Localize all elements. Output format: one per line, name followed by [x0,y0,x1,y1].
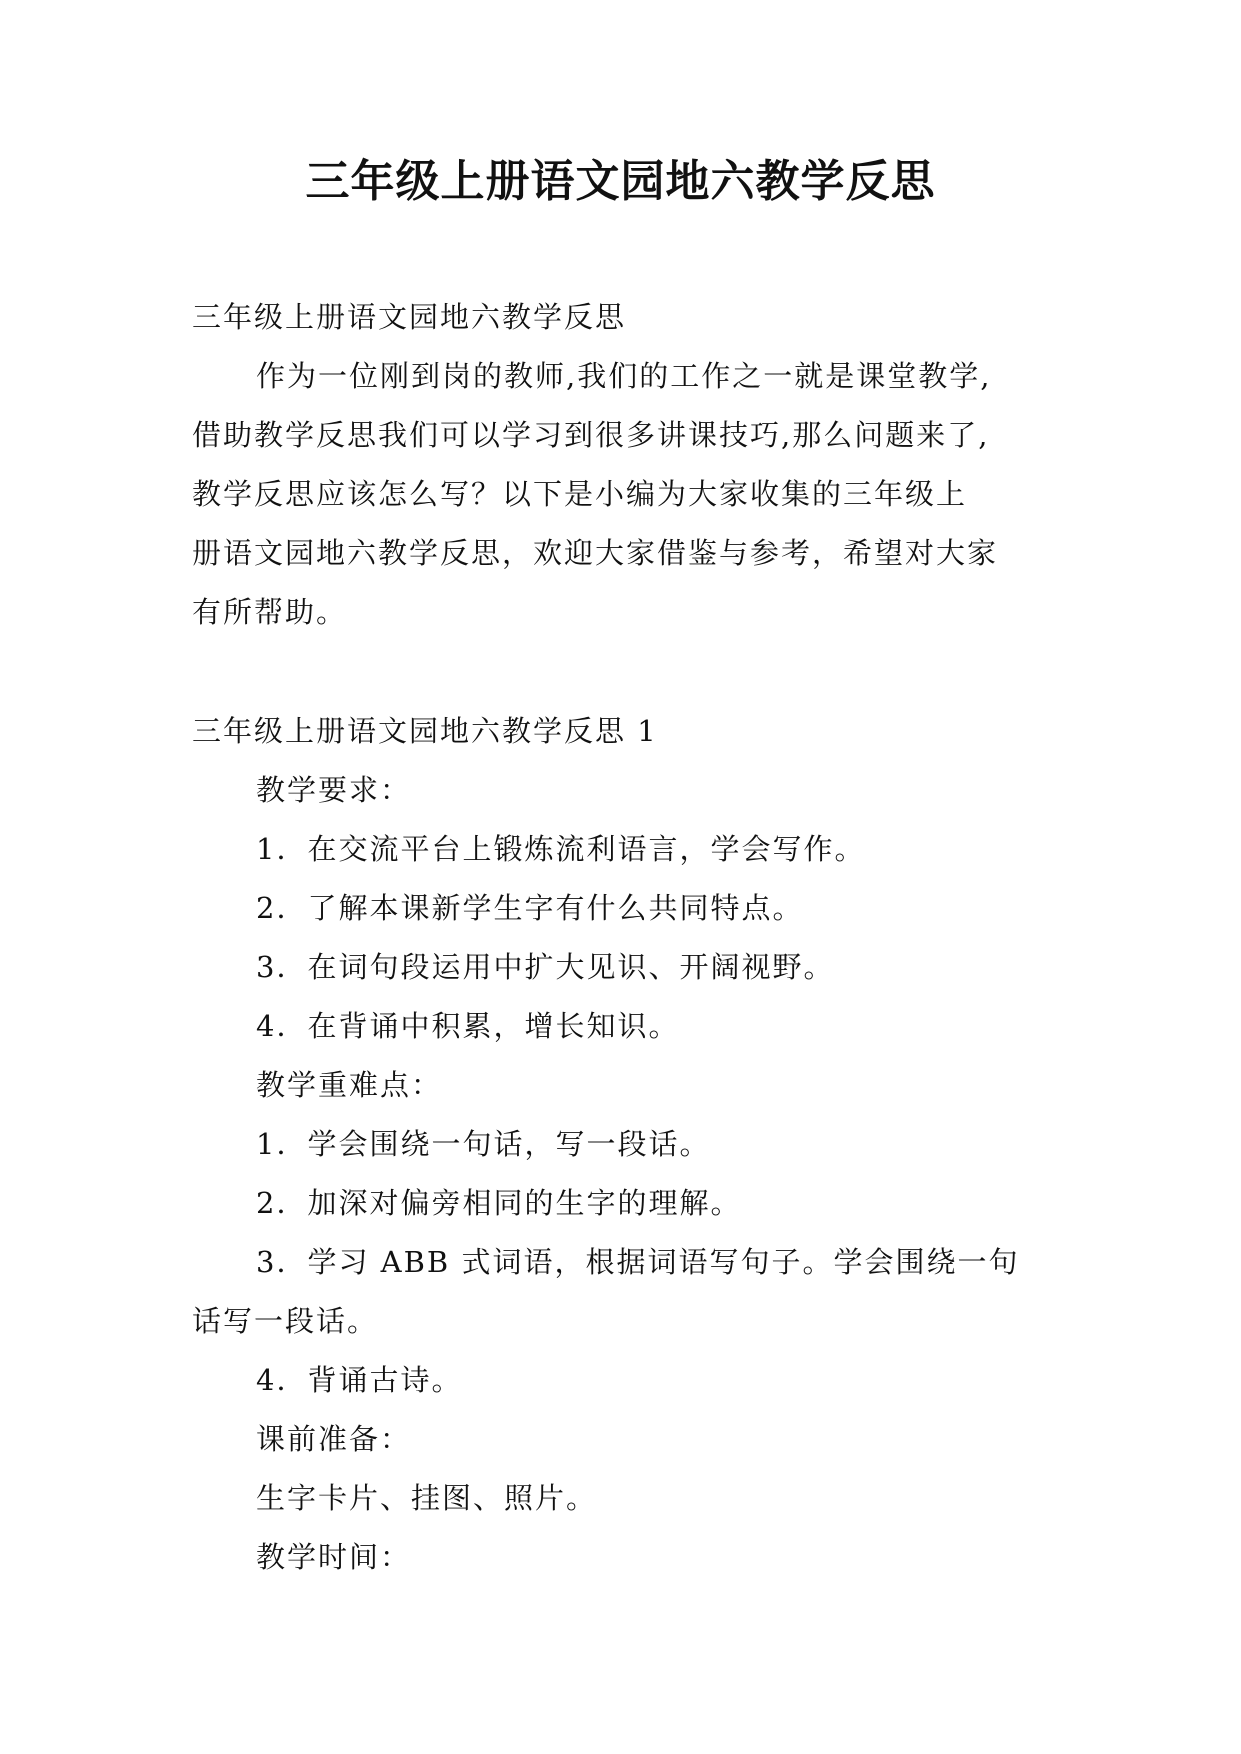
key-points-heading: 教学重难点： [256,1068,443,1102]
key-point-item: 2．加深对偏旁相同的生字的理解。 [256,1186,742,1220]
requirement-item: 1．在交流平台上锻炼流利语言，学会写作。 [256,832,866,866]
key-point-item: 4．背诵古诗。 [256,1363,463,1397]
key-point-item: 1．学会围绕一句话，写一段话。 [256,1127,711,1161]
key-point-item: 3．学习 ABB 式词语，根据词语写句子。学会围绕一句 [256,1245,1020,1279]
preparation-text: 生字卡片、挂图、照片。 [256,1481,598,1515]
intro-line: 借助教学反思我们可以学习到很多讲课技巧,那么问题来了, [192,418,990,452]
subtitle: 三年级上册语文园地六教学反思 [192,300,627,334]
requirement-item: 4．在背诵中积累，增长知识。 [256,1009,680,1043]
intro-line: 册语文园地六教学反思，欢迎大家借鉴与参考，希望对大家 [192,536,999,570]
intro-line: 教学反思应该怎么写？以下是小编为大家收集的三年级上 [192,477,968,511]
requirement-item: 3．在词句段运用中扩大见识、开阔视野。 [256,950,835,984]
intro-line: 有所帮助。 [192,595,348,629]
preparation-heading: 课前准备： [256,1422,412,1456]
intro-line: 作为一位刚到岗的教师,我们的工作之一就是课堂教学, [256,359,992,393]
time-heading: 教学时间： [256,1540,412,1574]
key-point-continuation: 话写一段话。 [192,1304,379,1338]
document-title: 三年级上册语文园地六教学反思 [305,156,936,207]
requirements-heading: 教学要求： [256,773,412,807]
document-body [192,288,1057,1587]
requirement-item: 2．了解本课新学生字有什么共同特点。 [256,891,804,925]
section-heading: 三年级上册语文园地六教学反思 1 [192,714,658,748]
paragraph-spacer [192,642,1057,702]
